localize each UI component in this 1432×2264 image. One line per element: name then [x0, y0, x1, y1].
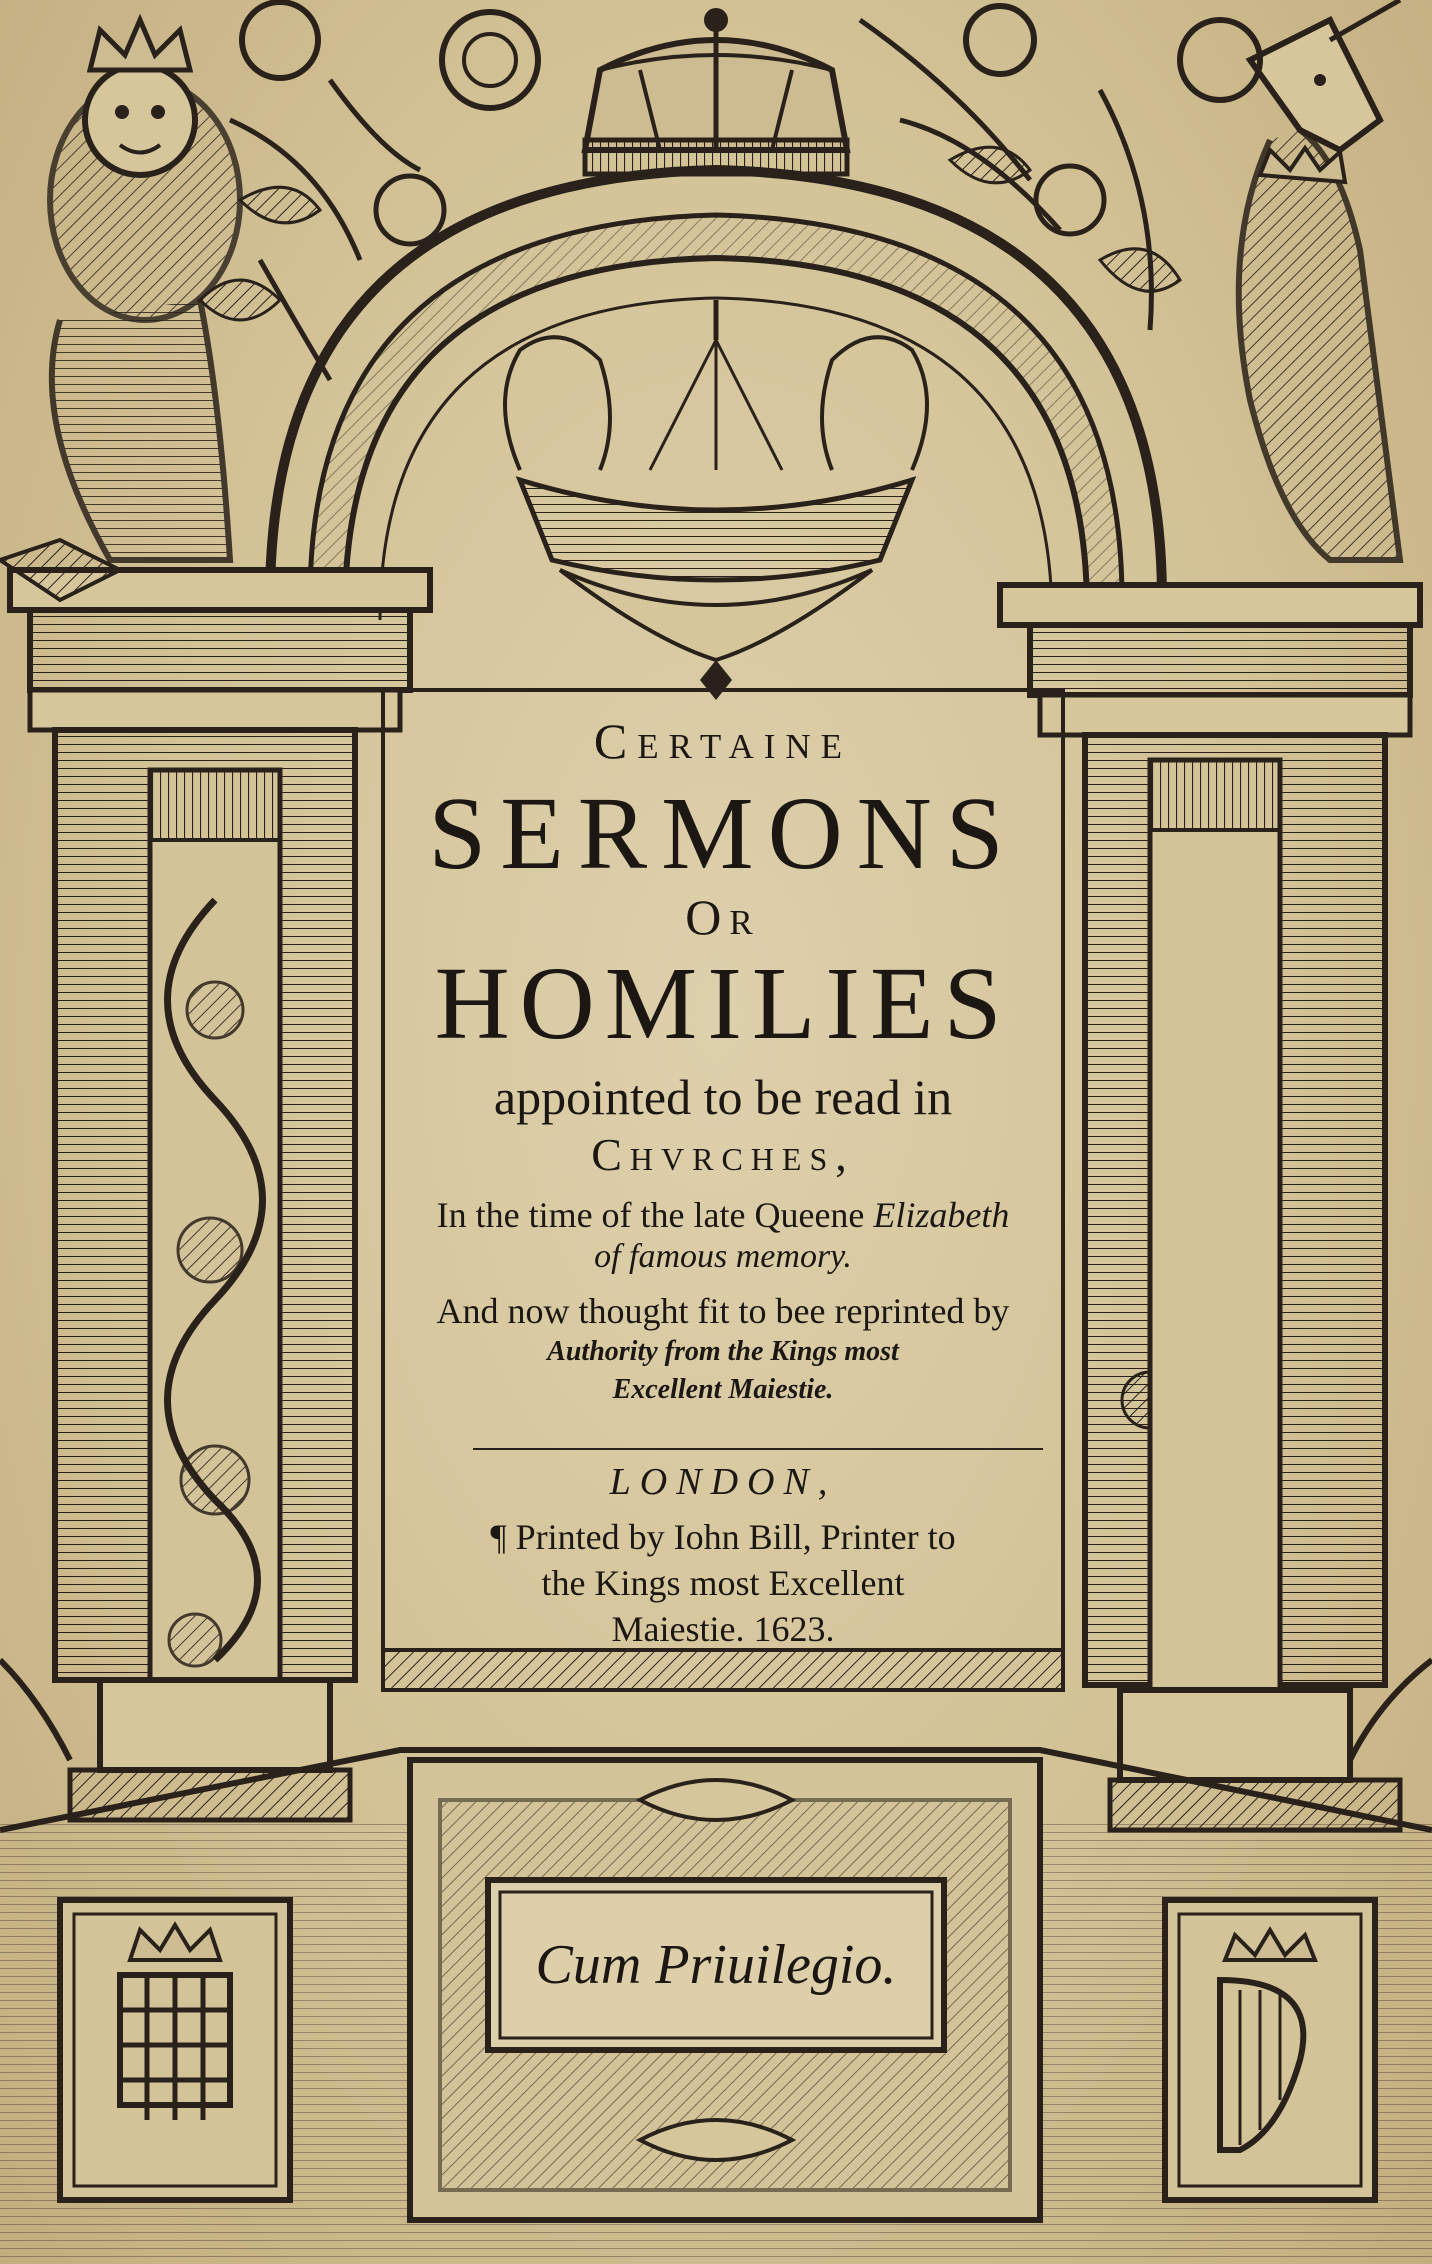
cartouche-privilege: Cum Priuilegio.	[535, 1934, 897, 1996]
imprint-maiestie: Maiestie. 1623.	[611, 1609, 835, 1649]
title-line-now: And now thought fit to bee reprinted by	[436, 1291, 1010, 1331]
title-line-certaine: Certaine	[593, 713, 853, 769]
title-line-excellent: Excellent Maiestie.	[612, 1374, 834, 1405]
divider-rule	[473, 1448, 1043, 1450]
title-line-memory: of famous memory.	[594, 1238, 852, 1275]
title-line-or: Or	[685, 889, 761, 945]
imprint-kings: the Kings most Excellent	[541, 1563, 905, 1603]
title-line-time-prefix: In the time of the late Queene	[436, 1195, 865, 1235]
title-line-sermons: SERMONS	[428, 776, 1018, 891]
crown-icon	[585, 8, 847, 174]
title-line-churches: Chvrches,	[591, 1129, 855, 1180]
title-line-homilies: HOMILIES	[434, 946, 1012, 1061]
title-line-time	[383, 1194, 1063, 1236]
rose-icon	[200, 2, 538, 380]
title-line-authority: Authority from the Kings most	[547, 1336, 899, 1367]
lamp-icon	[505, 300, 927, 700]
title-text-panel	[383, 690, 1063, 1650]
title-line-time-name: Elizabeth	[873, 1195, 1010, 1235]
unicorn-icon	[1239, 0, 1400, 560]
title-line-appointed: appointed to be read in	[493, 1069, 953, 1125]
imprint-city: LONDON,	[609, 1461, 837, 1503]
imprint-printed: ¶ Printed by Iohn Bill, Printer to	[490, 1517, 956, 1557]
